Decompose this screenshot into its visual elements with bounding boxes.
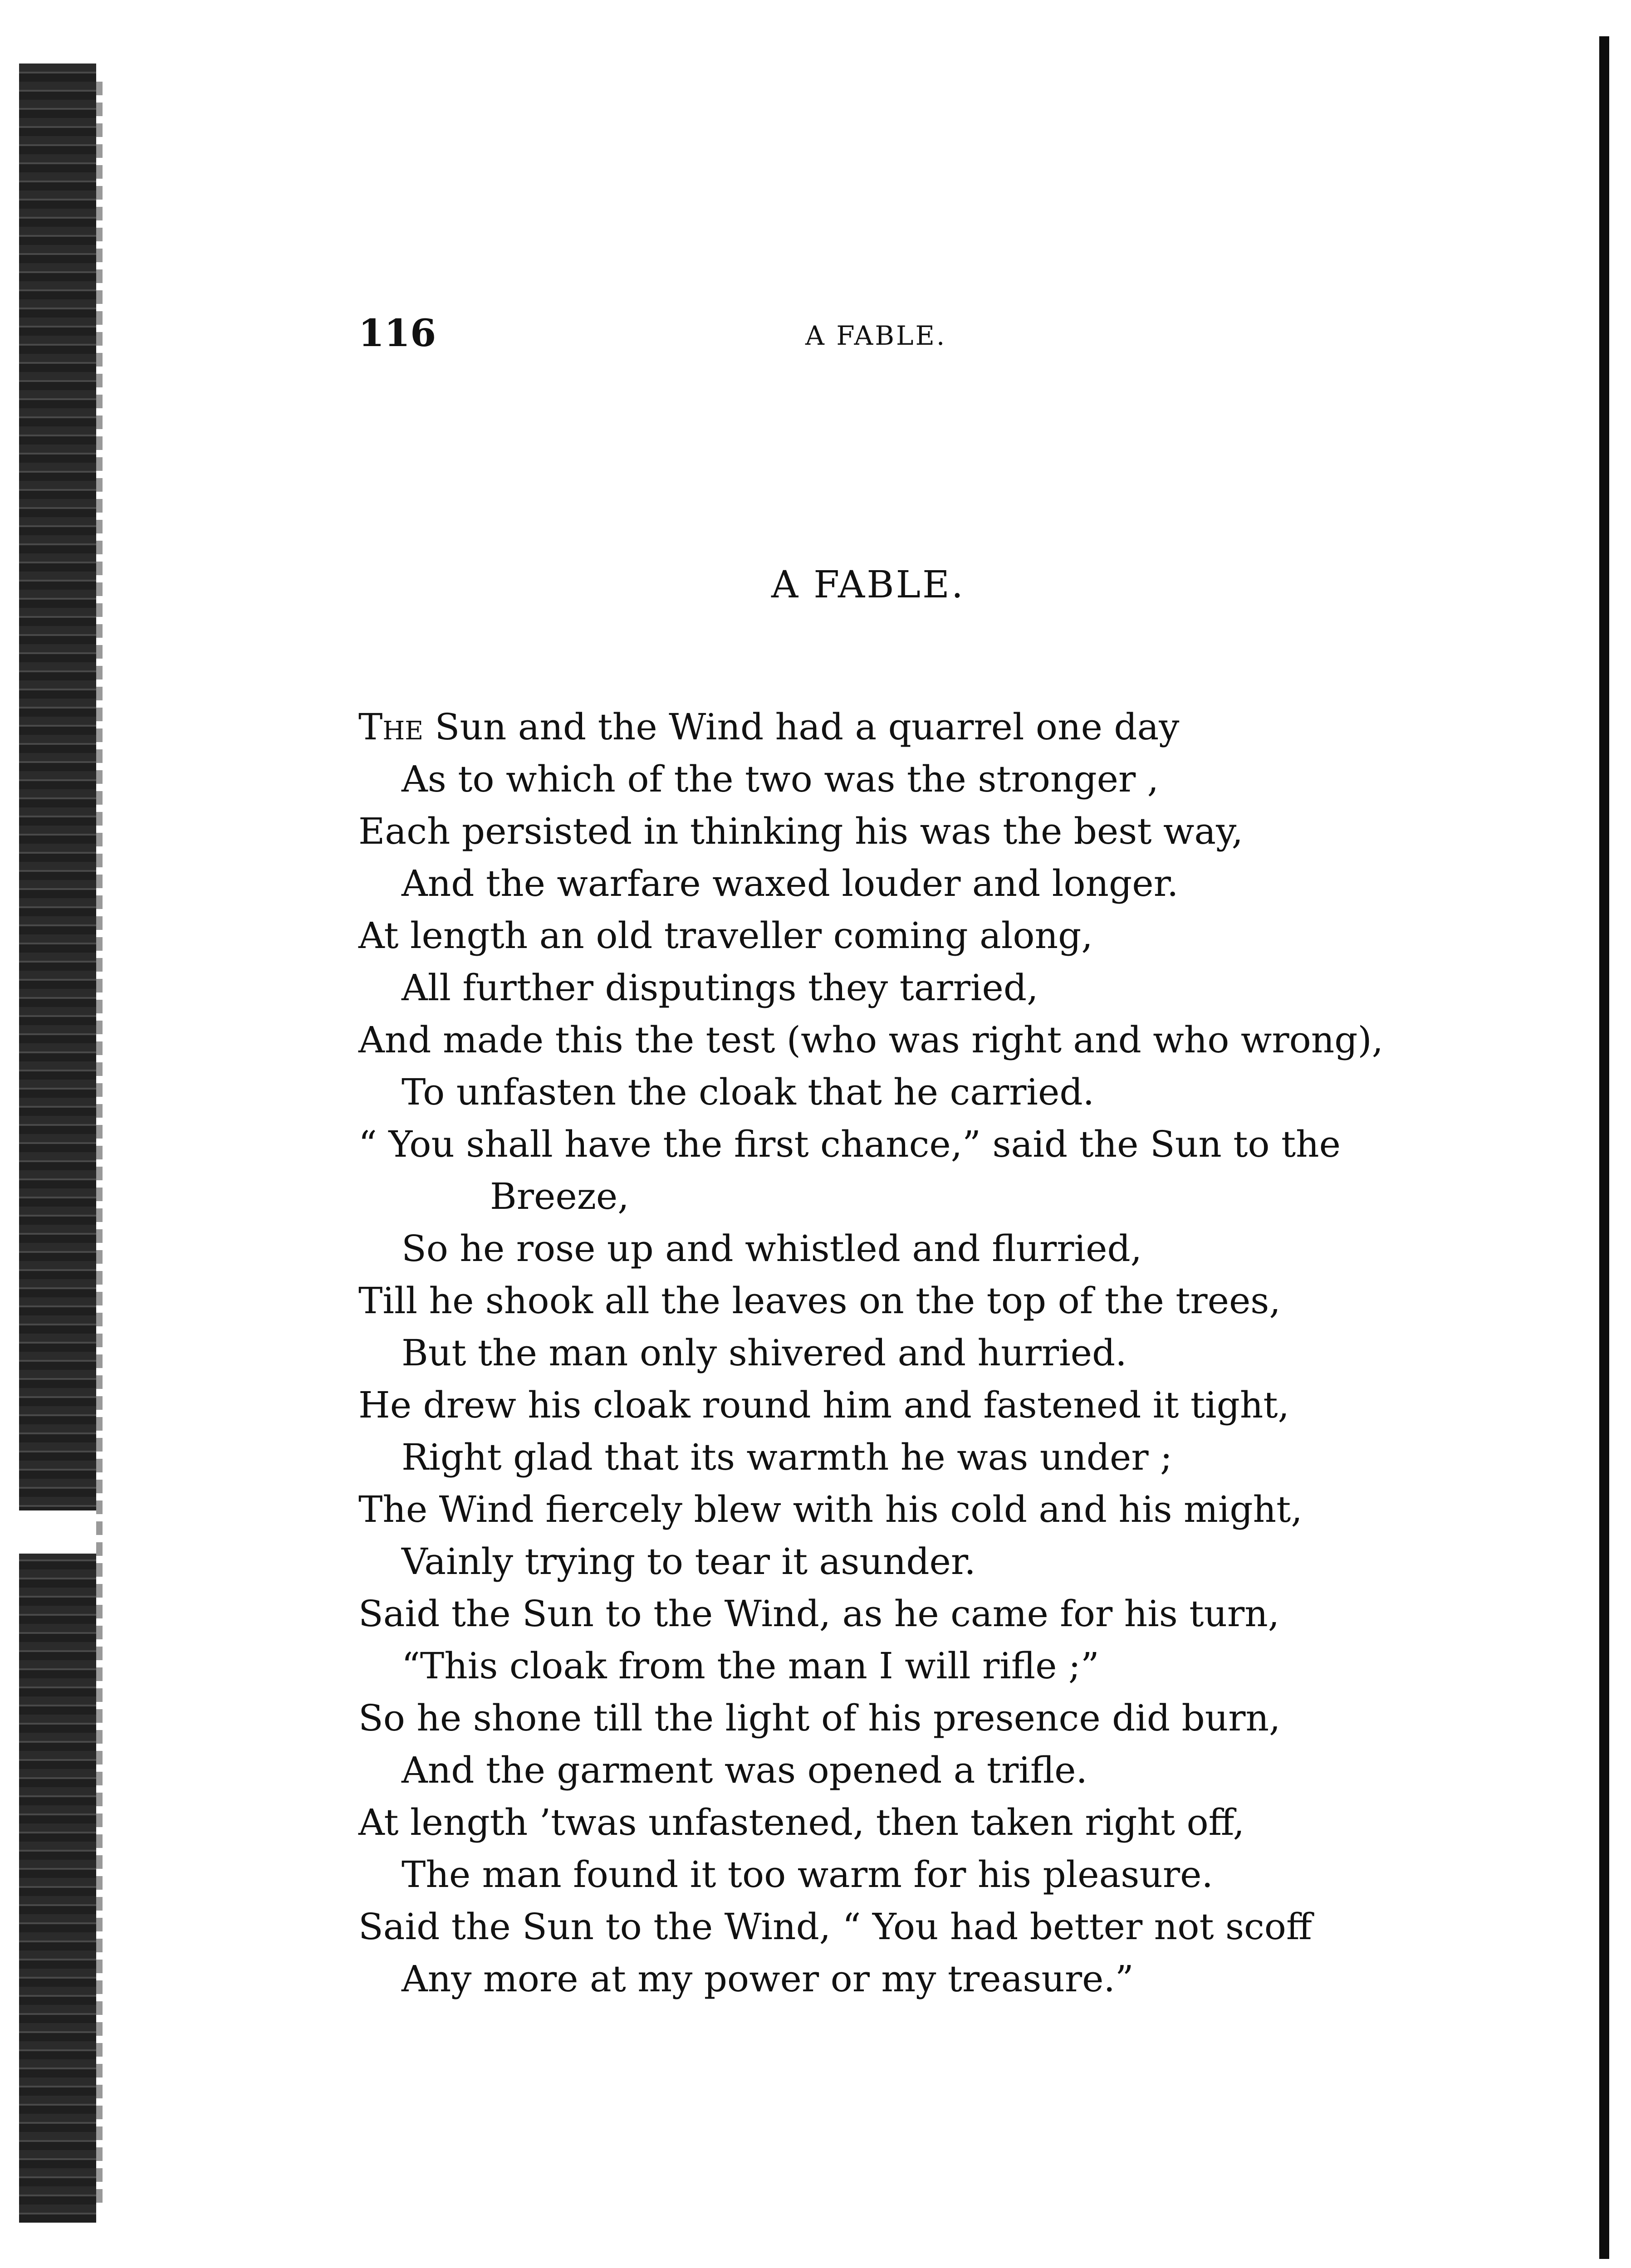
- poem-title: A FABLE.: [771, 563, 965, 606]
- page-number: 116: [358, 312, 436, 355]
- poem-line: All further disputings they tarried,: [402, 967, 1038, 1009]
- poem-line: “ You shall have the first chance,” said the Sun to the: [358, 1123, 1341, 1165]
- scan-edge-left: [19, 64, 96, 2223]
- scan-edge-right: [1599, 36, 1609, 2259]
- scan-edge-left-thin: [96, 82, 103, 2204]
- poem-line: And the garment was opened a trifle.: [402, 1749, 1087, 1791]
- scan-edge-gap: [18, 1510, 100, 1554]
- poem-line: Right glad that its warmth he was under ;: [402, 1436, 1172, 1478]
- running-title: A FABLE.: [805, 320, 947, 351]
- poem-line: Any more at my power or my treasure.”: [402, 1958, 1134, 2000]
- first-line-rest: Sun and the Wind had a quarrel one day: [423, 706, 1180, 748]
- poem-line: Said the Sun to the Wind, as he came for his turn,: [358, 1593, 1280, 1635]
- poem-line: At length an old traveller coming along,: [358, 914, 1093, 957]
- poem-line: He drew his cloak round him and fastened it tight,: [358, 1384, 1289, 1426]
- poem-line: So he shone till the light of his presence did burn,: [358, 1697, 1281, 1739]
- poem-line: Said the Sun to the Wind, “ You had better not scoff: [358, 1906, 1312, 1948]
- poem-line: [358, 701, 1538, 753]
- poem-body: [358, 701, 1538, 2005]
- poem-line: So he rose up and whistled and flurried,: [402, 1227, 1142, 1270]
- poem-line: To unfasten the cloak that he carried.: [402, 1071, 1094, 1113]
- poem-line: At length ’twas unfastened, then taken right off,: [358, 1801, 1245, 1843]
- poem-line: Vainly trying to tear it asunder.: [402, 1540, 976, 1583]
- running-head: [358, 308, 1039, 358]
- poem-line: Till he shook all the leaves on the top of the trees,: [358, 1280, 1281, 1322]
- poem-line: As to which of the two was the stronger ,: [402, 758, 1159, 800]
- poem-line: The man found it too warm for his pleasure.: [402, 1853, 1213, 1896]
- poem-line: And made this the test (who was right and who wrong),: [358, 1019, 1384, 1061]
- poem-line: Breeze,: [490, 1175, 629, 1217]
- poem-line: The Wind fiercely blew with his cold and his might,: [358, 1488, 1303, 1530]
- first-word: The: [358, 706, 424, 748]
- poem-line: “This cloak from the man I will rifle ;”: [402, 1645, 1099, 1687]
- poem-line: And the warfare waxed louder and longer.: [402, 862, 1179, 904]
- poem-line: Each persisted in thinking his was the best way,: [358, 810, 1244, 852]
- poem-line: But the man only shivered and hurried.: [402, 1332, 1127, 1374]
